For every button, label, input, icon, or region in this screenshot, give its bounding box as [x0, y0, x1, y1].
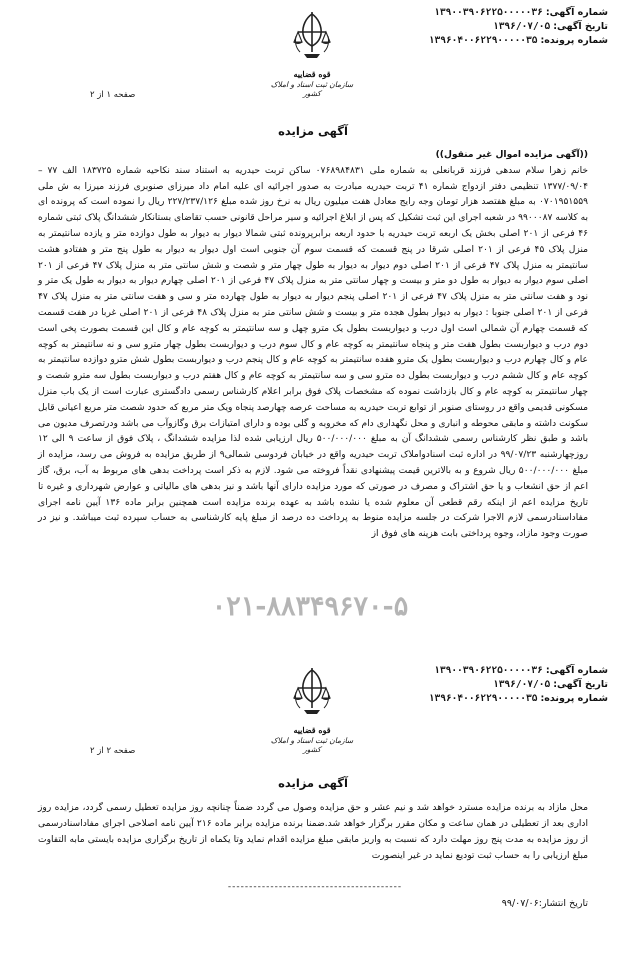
notice-body-text: محل مازاد به برنده مزایده مسترد خواهد شد و نیم عشر و حق مزایده وصول می گردد ضمناً چنانچه روز مزایده تعطیل رسمی گردد، مزایده روز اداری بعد از تعطیلی در همان ساعت و مکان مقرر برگزار خواهد شد.ضمنا برنده مزایده برابر ماده ۲۱۶ آیین نامه اصلاحی اجرای مفاداسنادرسمی از روز مزایده به مدت پنج روز مهلت دارد که نسبت به واریز مابقی مبلغ مزایده اقدام نماید وتا یکماه از تاریخ برگزاری مزایده بایستی مابه التفاوت مبلغ ارزیابی را به حساب ثبت تودیع نماید در غیر اینصورت — [38, 803, 588, 861]
notice-date-value: ۱۳۹۶/۰۷/۰۵ — [492, 679, 551, 690]
notice-body — [38, 148, 588, 543]
file-number-label: شماره پرونده: — [540, 35, 608, 46]
file-number-value: ۱۳۹۶۰۴۰۰۶۲۲۹۰۰۰۰۰۳۵ — [428, 35, 538, 46]
notice-date-row — [372, 678, 608, 692]
notice-body-text: خانم زهرا سلام سدهی فرزند قربانعلی به شماره ملی ۰۷۶۸۹۸۴۸۳۱ ساکن تربت حیدریه به استناد سند نکاحیه شماره ۱۸۳۷۲۵ الف ۷۷ – ۱۳۷۷/۰۹/۰۴ تنظیمی دفتر ازدواج شماره ۴۱ تربت حیدریه مبادرت به صدور اجرائیه ای علیه امام داد میرزای صنوبری فرزند میرزا به ش ملی ۰۷۰۱۹۵۱۵۵۹ به مبلغ هفتصد هزار تومان وجه رایج معادل هفت میلیون ریال به نرخ روز شده مبلغ ۲۲۷/۲۳۷/۱۲۶ ریال را نموده است که پرونده ای به کلاسه ۹۹۰۰۰۸۷ در شعبه اجرای این ثبت تشکیل که پس از ابلاغ اجرائیه و سیر مراحل قانونی حسب تقاضای بستانکار ششدانگ پلاک ثبتی شماره ۴۶ فرعی از ۲۰۱ اصلی بخش یک اربعه تربت حیدریه با حدود اربعه برابرپرونده ثبتی شمالا دیوار به دیوار به طول دوازده متر و یازده سانتیمتر به منزل پلاک ۴۵ فرعی از ۲۰۱ اصلی شرقا در پنج قسمت که قسمت سوم آن جنوبی است اول دیوار به دیوار به طول پنج متر و هفتادو هشت سانتیمتر به منزل پلاک ۴۷ فرعی از ۲۰۱ اصلی دوم دیوار به دیوار به طول چهار متر و شصت و شش سانتی متر به منزل پلاک ۴۷ فرعی از ۲۰۱ اصلی سوم دیوار به دیوار به طول دو متر و بیست و چهار سانتی متر به منزل پلاک ۴۷ فرعی از ۲۰۱ اصلی چهارم دیوار به دیوار به طول یک متر و نود و هفت سانتی متر به منزل پلاک ۴۷ فرعی از ۲۰۱ اصلی پنجم دیوار به دیوار به طول چهارده متر و سی و هفت سانتی متر به منزل پلاک ۴۷ فرعی از ۲۰۱ اصلی جنوبا : دیوار به دیوار بطول هجده متر و بیست و شش سانتی متر به منزل پلاک ۴۸ فرعی از ۲۰۱ اصلی غربا در هفت قسمت که قسمت چهارم آن شمالی است اول درب و دیواربست بطول یک مترو چهل و سه سانتیمتر به کوچه عام و کال این قسمت بصورت پخی است دوم درب و دیواربست بطول هفت متر و پنجاه سانتیمتر به کوچه عام و کال سوم درب و دیواربست بطول چهار مترو سی و نه سانتیمتر به کوچه عام و کال چهارم درب و دیواربست بطول یک مترو هفده سانتیمتر به کوچه عام و کال پنجم درب و دیواربست بطول شش مترو دوازده سانتیمتر به کوچه عام و کال ششم درب و دیواربست بطول ده مترو سی و سه سانتیمتر به کوچه عام و کال هفتم درب و دیواربست بطول سه مترو شصت و چهار سانتیمتر به کوچه عام و کال بازداشت نموده که مشخصات پلاک فوق برابر اعلام کارشناس رسمی دادگستری عبارت است از یک باب منزل مسکونی قدیمی واقع در روستای صنوبر از توابع تربت حیدریه به مساحت عرصه چهارصد پنجاه ویک متر مربع که حدود شصت متر مربع اعیانی قابل سکونت داشته و مابقی محوطه و انباری و محل نگهداری دام که مخروبه و گلی بوده و دارای امتیازات برق وگازوآب می باشد ودرتصرف مدیون می باشد و طبق نظر کارشناس رسمی ششدانگ آن به مبلغ ۵۰۰/۰۰۰/۰۰۰ ریال ارزیابی شده لذا مزایده ششدانگ ، پلاک فوق از ساعت ۹ الی ۱۲ روزچهارشنبه ۹۹/۰۷/۲۳ در اداره ثبت اسنادواملاک تربت حیدریه واقع در خیابان فردوسی شمالی۹ از طریق مزایده به فروش می رسد، مزایده از مبلغ ۵۰۰/۰۰۰/۰۰۰ ریال شروع و به بالاترین قیمت پیشنهادی نقداً فروخته می شود. لازم به ذکر است پرداخت بدهی های مربوط به آب، برق، گاز اعم از حق انشعاب و یا حق اشتراک و مصرف در صورتی که مورد مزایده دارای آنها باشد و نیز بدهی های مالیاتی و عوارض شهرداری و غیره تا تاریخ مزایده اعم از اینکه رقم قطعی آن معلوم شده یا نشده باشد به عهده برنده مزایده است همچنین برابر ماده ۱۳۶ آیین نامه اجرای مفاداسنادرسمی لازم الاجرا شرکت در جلسه مزایده منوط به پرداخت ده درصد از مبلغ پایه کارشناسی به حساب سپرده ثبت میباشد. و نیز در صورت وجود مازاد، وجوه پرداختی بابت هزینه های فوق از — [38, 165, 589, 540]
notice-date-value: ۱۳۹۶/۰۷/۰۵ — [492, 21, 551, 32]
file-number-value: ۱۳۹۶۰۴۰۰۶۲۲۹۰۰۰۰۰۳۵ — [428, 693, 538, 704]
notice-title: آگهی مزایده — [278, 776, 348, 790]
notice-subtitle: ((آگهی مزایده اموال غیر منقول)) — [435, 150, 588, 160]
separator-dashes: ----------------------------------------- — [227, 882, 403, 892]
judiciary-emblem — [262, 664, 362, 754]
notice-meta — [372, 6, 608, 48]
judiciary-emblem — [262, 8, 362, 98]
notice-number-label: شماره آگهی: — [545, 665, 608, 676]
notice-date-row — [372, 20, 608, 34]
notice-number-value: ۱۳۹۰۰۳۹۰۶۲۲۵۰۰۰۰۰۳۶ — [434, 665, 543, 676]
scales-of-justice-icon — [290, 664, 334, 724]
notice-number-label: شماره آگهی: — [545, 7, 608, 18]
notice-body — [38, 800, 588, 864]
file-number-row — [372, 34, 608, 48]
notice-number-value: ۱۳۹۰۰۳۹۰۶۲۲۵۰۰۰۰۰۳۶ — [434, 7, 543, 18]
notice-number-row — [372, 664, 608, 678]
page-number: صفحه ۲ از ۲ — [90, 746, 136, 756]
org-line-registry: سازمان ثبت اسناد و املاک کشور — [270, 80, 354, 98]
org-line-judiciary: قوه قضاییه — [293, 69, 331, 79]
notice-number-row — [372, 6, 608, 20]
notice-date-label: تاریخ آگهی: — [553, 679, 608, 690]
file-number-label: شماره پرونده: — [540, 693, 608, 704]
notice-date-label: تاریخ آگهی: — [553, 21, 608, 32]
org-line-judiciary: قوه قضاییه — [293, 725, 331, 735]
page-number: صفحه ۱ از ۲ — [90, 90, 136, 100]
notice-page-2 — [0, 650, 626, 962]
org-line-registry: سازمان ثبت اسناد و املاک کشور — [270, 736, 354, 754]
scales-of-justice-icon — [290, 8, 334, 68]
notice-meta — [372, 664, 608, 706]
phone-watermark: ۰۲۱-۸۸۳۴۹۶۷۰-۵ — [211, 591, 409, 622]
notice-title: آگهی مزایده — [278, 124, 348, 138]
publication-date: تاریخ انتشار:۹۹/۰۷/۰۶ — [501, 898, 588, 909]
file-number-row — [372, 692, 608, 706]
